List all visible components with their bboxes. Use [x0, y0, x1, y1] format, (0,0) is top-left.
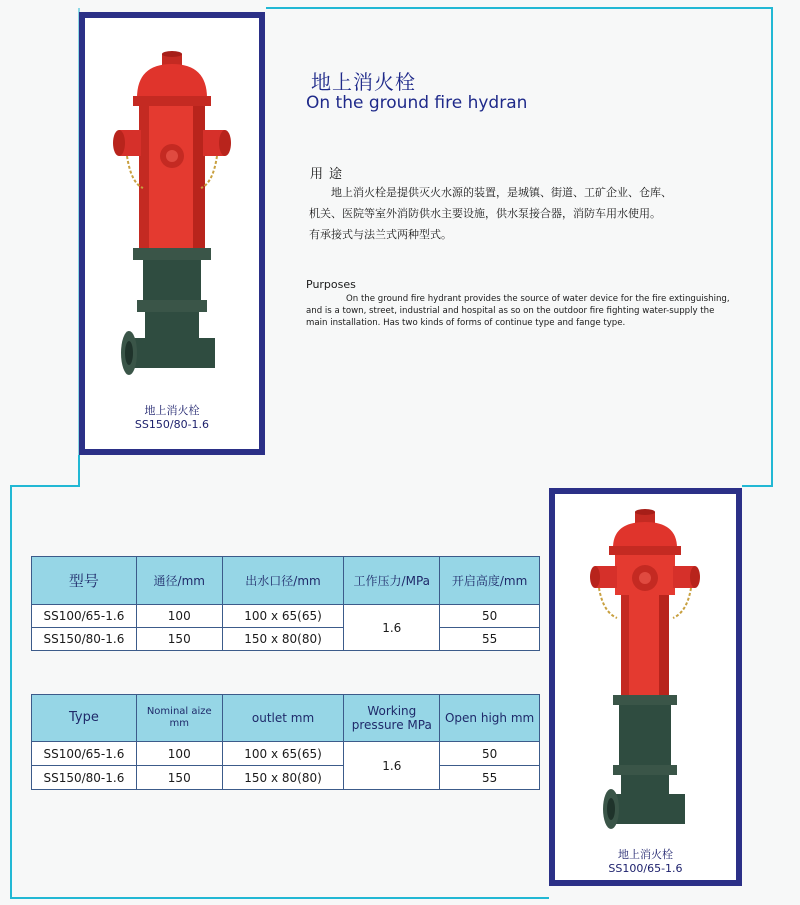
header-working-pressure: Working pressure MPa: [344, 695, 440, 742]
cell-diameter: 100: [136, 605, 222, 628]
header-model: 型号: [32, 557, 137, 605]
purpose-en-line: main installation. Has two kinds of forms of continue type and fange type.: [306, 318, 626, 328]
cell-model: SS100/65-1.6: [32, 605, 137, 628]
header-outlet: outlet mm: [222, 695, 344, 742]
header-nominal-size: Nominal aize mm: [136, 695, 222, 742]
purpose-text-cn: [309, 182, 729, 245]
cell-model: SS100/65-1.6: [32, 742, 137, 766]
caption-model: SS100/65-1.6: [608, 862, 683, 875]
purpose-en-line: On the ground fire hydrant provides the source of water device for the fire extinguishing,: [346, 294, 730, 304]
purpose-heading-en: Purposes: [306, 278, 356, 291]
cell-model: SS150/80-1.6: [32, 628, 137, 651]
page-title-cn: 地上消火栓: [311, 70, 416, 94]
product-photo-ss100: [549, 488, 742, 886]
cell-outlet: 150 x 80(80): [222, 766, 344, 790]
fire-hydrant-image: [85, 18, 259, 398]
cell-outlet: 100 x 65(65): [222, 605, 344, 628]
caption-cn: 地上消火栓: [144, 404, 200, 417]
header-outlet: 出水口径/mm: [222, 557, 344, 605]
spec-table-cn: [31, 556, 540, 651]
header-type: Type: [32, 695, 137, 742]
table-row: [32, 766, 540, 790]
table-row: [32, 628, 540, 651]
purpose-cn-line: 有承接式与法兰式两种型式。: [309, 228, 452, 241]
purpose-en-line: and is a town, street, industrial and hospital as so on the outdoor fire fighting water-supply the: [306, 306, 715, 316]
table-header-row: [32, 557, 540, 605]
table-row: [32, 605, 540, 628]
cell-outlet: 100 x 65(65): [222, 742, 344, 766]
header-pressure: 工作压力/MPa: [344, 557, 440, 605]
cell-pressure: 1.6: [344, 742, 440, 790]
purpose-cn-line: 机关、医院等室外消防供水主要设施，供水泵接合器，消防车用水使用。: [309, 207, 661, 220]
caption-cn: 地上消火栓: [618, 848, 673, 861]
cell-open-height: 50: [440, 742, 540, 766]
cell-open-height: 55: [440, 766, 540, 790]
caption-model: SS150/80-1.6: [134, 418, 210, 431]
cell-outlet: 150 x 80(80): [222, 628, 344, 651]
purpose-heading-cn: 用途: [310, 167, 349, 182]
cell-open-height: 55: [440, 628, 540, 651]
cell-diameter: 150: [136, 766, 222, 790]
fire-hydrant-image: [555, 494, 736, 844]
header-open-height: 开启高度/mm: [440, 557, 540, 605]
product-photo-ss150: [79, 12, 265, 455]
table-row: [32, 742, 540, 766]
cell-diameter: 100: [136, 742, 222, 766]
photo-caption: [85, 404, 259, 432]
page-title-en: On the ground fire hydran: [306, 93, 528, 113]
spec-table-en: [31, 694, 540, 790]
cell-diameter: 150: [136, 628, 222, 651]
table-header-row: [32, 695, 540, 742]
header-diameter: 通径/mm: [136, 557, 222, 605]
purpose-text-en: [306, 293, 736, 329]
cell-model: SS150/80-1.6: [32, 766, 137, 790]
photo-caption: [555, 848, 736, 876]
header-open-high: Open high mm: [440, 695, 540, 742]
cell-pressure: 1.6: [344, 605, 440, 651]
purpose-cn-line: 地上消火栓是提供灭火水源的装置，是城镇、街道、工矿企业、仓库、: [331, 186, 672, 199]
cell-open-height: 50: [440, 605, 540, 628]
